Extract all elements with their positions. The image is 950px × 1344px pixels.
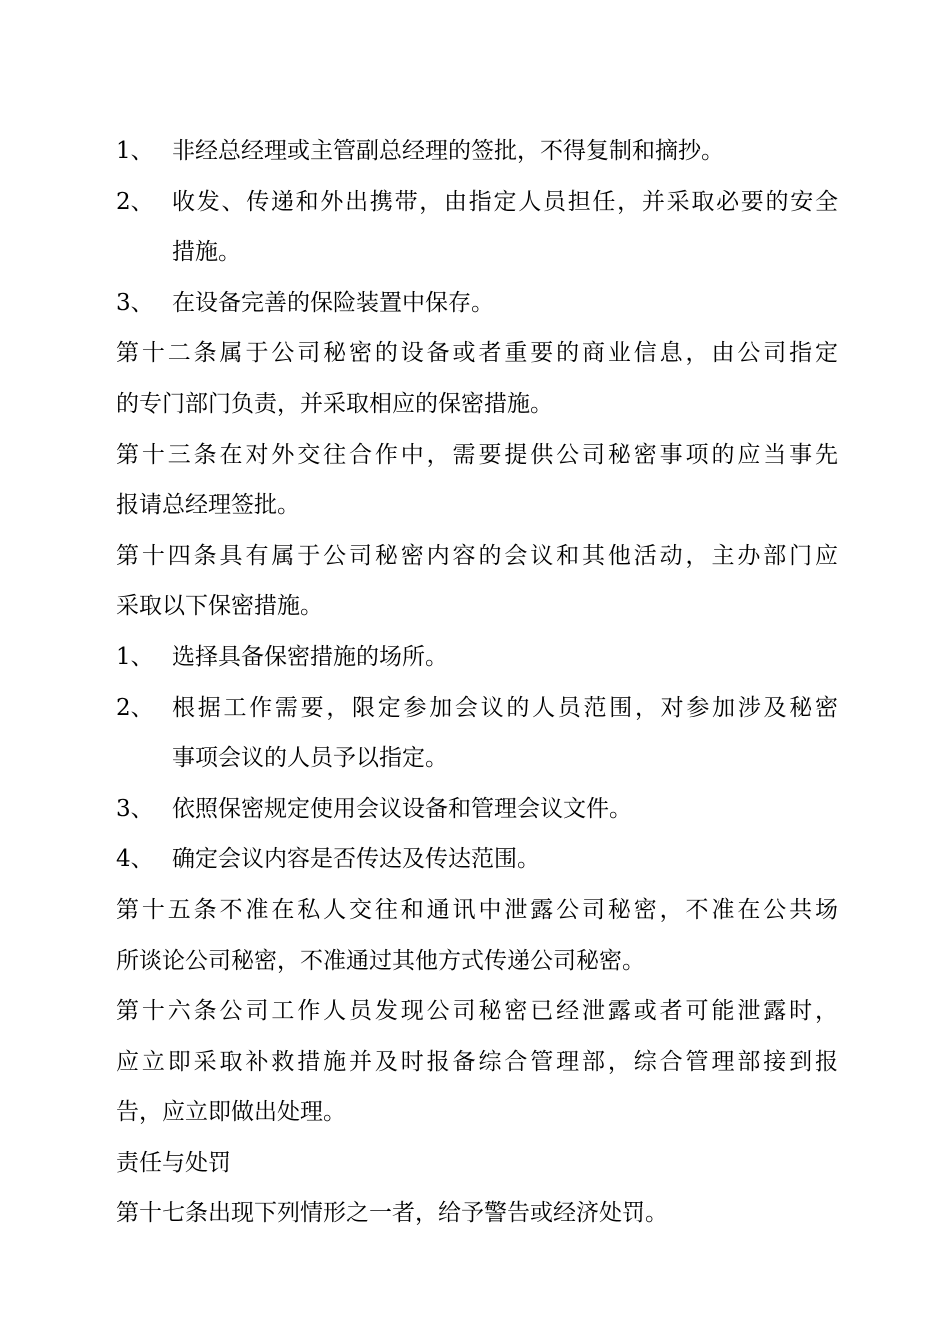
list-item-text: 确定会议内容是否传达及传达范围。 [172, 846, 540, 873]
list-item [116, 683, 838, 734]
article-15-text: 第十五条不准在私人交往和通讯中泄露公司秘密，不准在公共场 [116, 896, 838, 923]
list-item-number: 2、 [116, 694, 154, 721]
article-17-text: 第十七条出现下列情形之一者，给予警告或经济处罚。 [116, 1200, 668, 1227]
article-16-text: 第十六条公司工作人员发现公司秘密已经泄露或者可能泄露时， [116, 998, 838, 1025]
paragraph-line [116, 1037, 838, 1088]
article-14-text: 第十四条具有属于公司秘密内容的会议和其他活动，主办部门应 [116, 542, 838, 569]
paragraph-line [116, 936, 838, 987]
list-item-text: 事项会议的人员予以指定。 [172, 745, 448, 772]
paragraph-line [116, 531, 838, 582]
article-15-text: 所谈论公司秘密，不准通过其他方式传递公司秘密。 [116, 947, 645, 974]
document-body [116, 126, 838, 1239]
list-item-text: 措施。 [172, 239, 241, 266]
list-item-text: 根据工作需要，限定参加会议的人员范围，对参加涉及秘密 [172, 694, 838, 721]
list-item-text: 收发、传递和外出携带，由指定人员担任，并采取必要的安全 [172, 188, 838, 215]
list-item-number: 4、 [116, 846, 154, 873]
list-item [116, 632, 838, 683]
list-item-continuation [116, 733, 838, 784]
list-item [116, 177, 838, 228]
article-13-text: 第十三条在对外交往合作中，需要提供公司秘密事项的应当事先 [116, 441, 838, 468]
list-item-number: 2、 [116, 188, 154, 215]
paragraph-line [116, 986, 838, 1037]
section-heading-text: 责任与处罚 [116, 1149, 231, 1176]
list-item-text: 非经总经理或主管副总经理的签批，不得复制和摘抄。 [172, 138, 724, 164]
list-item-text: 在设备完善的保险装置中保存。 [172, 289, 494, 316]
list-item [116, 784, 838, 835]
list-item-continuation [116, 227, 838, 278]
section-heading [116, 1138, 838, 1189]
paragraph-line [116, 480, 838, 531]
paragraph-line [116, 328, 838, 379]
list-item [116, 278, 838, 329]
list-item [116, 126, 838, 177]
article-14-text: 采取以下保密措施。 [116, 593, 323, 620]
paragraph-line [116, 1087, 838, 1138]
article-16-text: 告，应立即做出处理。 [116, 1099, 346, 1126]
list-item [116, 834, 838, 885]
list-item-number: 3、 [116, 289, 154, 316]
list-item-number: 3、 [116, 795, 154, 822]
list-item-number: 1、 [116, 138, 154, 164]
list-item-number: 1、 [116, 643, 154, 670]
paragraph-line [116, 581, 838, 632]
article-13-text: 报请总经理签批。 [116, 492, 300, 519]
article-12-text: 的专门部门负责，并采取相应的保密措施。 [116, 390, 553, 417]
paragraph-line [116, 885, 838, 936]
article-12-text: 第十二条属于公司秘密的设备或者重要的商业信息，由公司指定 [116, 340, 838, 367]
article-16-text: 应立即采取补救措施并及时报备综合管理部，综合管理部接到报 [116, 1048, 838, 1075]
paragraph-line [116, 379, 838, 430]
list-item-text: 依照保密规定使用会议设备和管理会议文件。 [172, 795, 632, 822]
paragraph-line [116, 430, 838, 481]
list-item-text: 选择具备保密措施的场所。 [172, 643, 448, 670]
paragraph-line [116, 1188, 838, 1239]
